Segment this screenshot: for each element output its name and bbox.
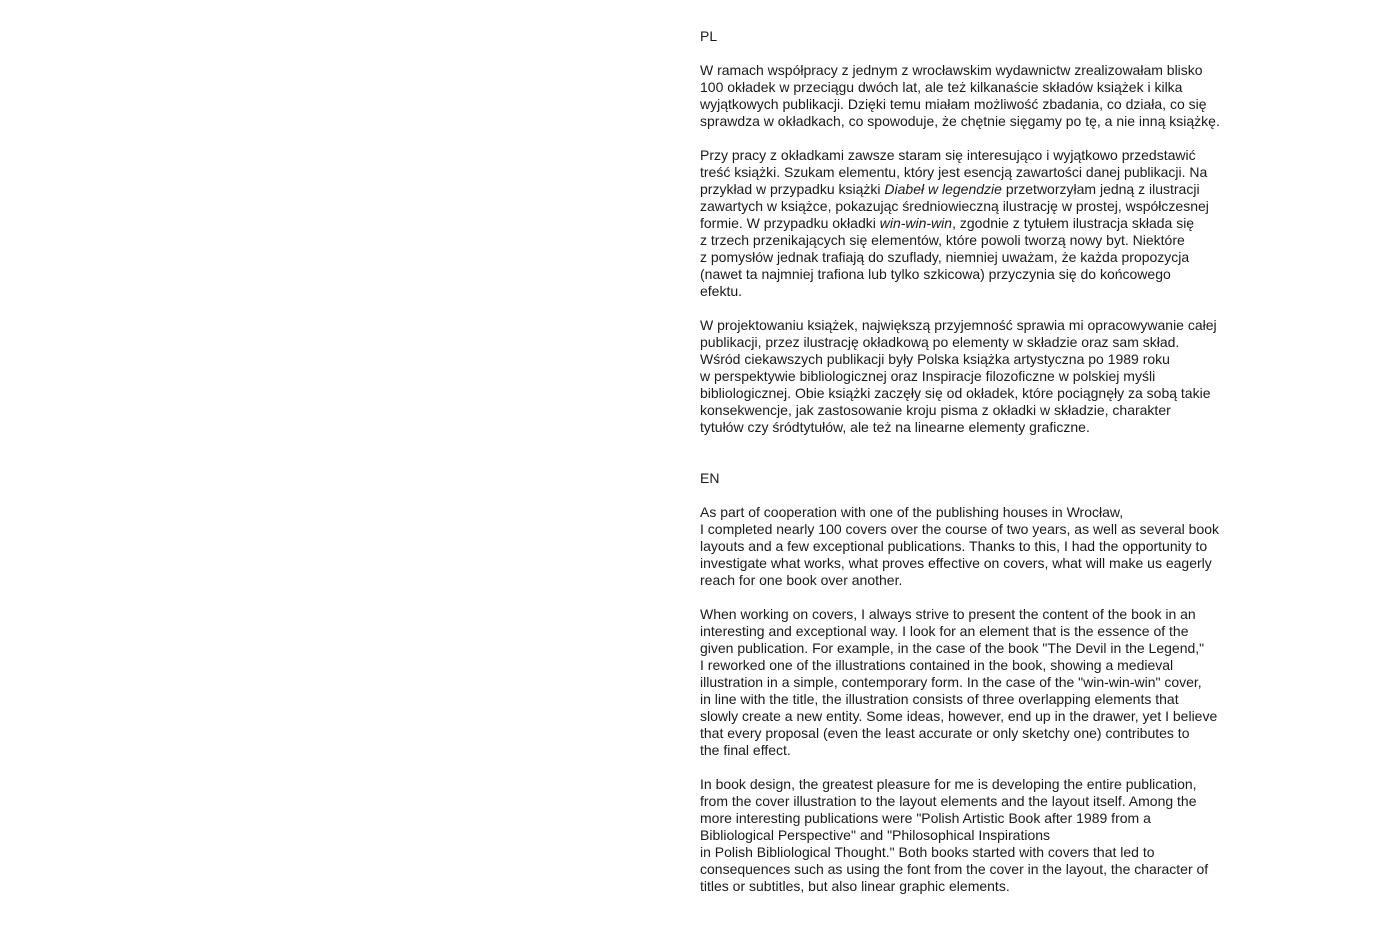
text-line: W ramach współpracy z jednym z wrocławskim wydawnictw zrealizowałam blisko — [700, 62, 1203, 78]
text-line: In book design, the greatest pleasure for me is developing the entire publication, — [700, 776, 1197, 792]
text-line: illustration in a simple, contemporary form. In the case of the "win-win-win" cover, — [700, 674, 1202, 690]
text-line: interesting and exceptional way. I look for an element that is the essence of the — [700, 623, 1189, 639]
text-line: investigate what works, what proves effective on covers, what will make us eagerly — [700, 555, 1212, 571]
text-line: sprawdza w okładkach, co spowoduje, że chętnie sięgamy po tę, a nie inną książkę. — [700, 113, 1220, 129]
language-label-pl: PL — [700, 28, 718, 44]
paragraph-pl-3 — [700, 317, 1260, 436]
text-line: w perspektywie bibliologicznej oraz Inspiracje filozoficzne w polskiej myśli — [700, 368, 1156, 384]
paragraph-en-2 — [700, 606, 1260, 759]
text-line: wyjątkowych publikacji. Dzięki temu miałam możliwość zbadania, co działa, co się — [700, 96, 1207, 112]
section-pl — [700, 28, 1260, 436]
text-line: tytułów czy śródtytułów, ale też na linearne elementy graficzne. — [700, 419, 1090, 435]
paragraph-pl-2 — [700, 147, 1260, 300]
text-line — [700, 181, 1260, 198]
text-line: Wśród ciekawszych publikacji były Polska książka artystyczna po 1989 roku — [700, 351, 1170, 367]
text-line: When working on covers, I always strive to present the content of the book in an — [700, 606, 1196, 622]
text-line: z trzech przenikających się elementów, które powoli tworzą nowy byt. Niektóre — [700, 232, 1185, 248]
book-title-italic: Diabeł w legendzie — [884, 181, 1002, 197]
section-en — [700, 470, 1260, 895]
text-line: in line with the title, the illustration consists of three overlapping elements that — [700, 691, 1179, 707]
text-line: konsekwencje, jak zastosowanie kroju pisma z okładki w składzie, charakter — [700, 402, 1171, 418]
text-fragment: , zgodnie z tytułem ilustracja składa się — [952, 215, 1195, 231]
text-fragment: formie. W przypadku okładki — [700, 215, 880, 231]
text-line: z pomysłów jednak trafiają do szuflady, niemniej uważam, że każda propozycja — [700, 249, 1190, 265]
text-line: Przy pracy z okładkami zawsze staram się interesująco i wyjątkowo przedstawić — [700, 147, 1196, 163]
text-line: I reworked one of the illustrations contained in the book, showing a medieval — [700, 657, 1174, 673]
text-line: given publication. For example, in the case of the book "The Devil in the Legend," — [700, 640, 1205, 656]
text-line: reach for one book over another. — [700, 572, 903, 588]
paragraph-en-3 — [700, 776, 1260, 895]
text-line: slowly create a new entity. Some ideas, however, end up in the drawer, yet I believe — [700, 708, 1218, 724]
text-fragment: przetworzyłam jedną z ilustracji — [1001, 181, 1200, 197]
text-line: (nawet ta najmniej trafiona lub tylko szkicowa) przyczynia się do końcowego — [700, 266, 1171, 282]
text-fragment: przykład w przypadku książki — [700, 181, 885, 197]
text-line: that every proposal (even the least accurate or only sketchy one) contributes to — [700, 725, 1190, 741]
text-line: in Polish Bibliological Thought." Both books started with covers that led to — [700, 844, 1155, 860]
text-line: 100 okładek w przeciągu dwóch lat, ale też kilkanaście składów książek i kilka — [700, 79, 1183, 95]
text-line: efektu. — [700, 283, 743, 299]
book-title-italic: win-win-win — [879, 215, 953, 231]
text-line: the final effect. — [700, 742, 791, 758]
text-line: Bibliological Perspective" and "Philosophical Inspirations — [700, 827, 1051, 843]
paragraph-pl-1 — [700, 62, 1260, 130]
text-line: As part of cooperation with one of the publishing houses in Wrocław, — [700, 504, 1124, 520]
text-line: publikacji, przez ilustrację okładkową po elementy w składzie oraz sam skład. — [700, 334, 1180, 350]
paragraph-en-1 — [700, 504, 1260, 589]
text-line: titles or subtitles, but also linear graphic elements. — [700, 878, 1010, 894]
text-line: zawartych w książce, pokazując średniowieczną ilustrację w prostej, współczesnej — [700, 198, 1209, 214]
text-line: more interesting publications were "Polish Artistic Book after 1989 from a — [700, 810, 1151, 826]
text-line: treść książki. Szukam elementu, który jest esencją zawartości danej publikacji. Na — [700, 164, 1208, 180]
language-label-en: EN — [700, 470, 720, 486]
text-column — [700, 28, 1260, 895]
text-line: layouts and a few exceptional publications. Thanks to this, I had the opportunity to — [700, 538, 1208, 554]
text-line: bibliologicznej. Obie książki zaczęły się od okładek, które pociągnęły za sobą takie — [700, 385, 1211, 401]
text-line: W projektowaniu książek, największą przyjemność sprawia mi opracowywanie całej — [700, 317, 1217, 333]
text-line: from the cover illustration to the layout elements and the layout itself. Among the — [700, 793, 1197, 809]
text-line: consequences such as using the font from the cover in the layout, the character of — [700, 861, 1209, 877]
text-line: I completed nearly 100 covers over the course of two years, as well as several book — [700, 521, 1220, 537]
text-line — [700, 215, 1260, 232]
